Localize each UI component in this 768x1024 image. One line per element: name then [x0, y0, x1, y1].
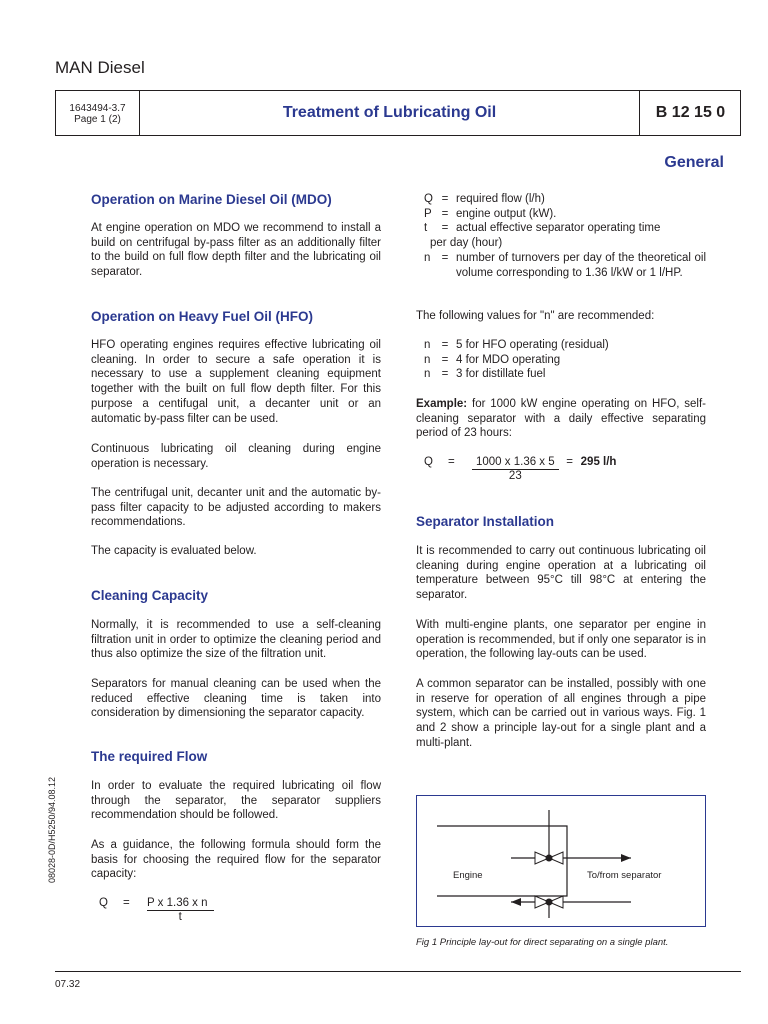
brand-name: MAN Diesel — [55, 58, 145, 77]
example-equals-2: = — [566, 456, 574, 468]
cleaning-paragraph-2: Separators for manual cleaning can be used when the reduced effective cleaning time is taken into consideration by dimensioning the separator capacity. — [91, 678, 381, 720]
page-number: Page 1 (2) — [74, 114, 121, 125]
variable-row — [424, 221, 706, 236]
example-result: 295 l/h — [580, 456, 617, 468]
formula-numerator: P x 1.36 x n — [147, 897, 214, 911]
installation-paragraph-1: It is recommended to carry out continuous lubricating oil cleaning during engine operation at a lubricating oil temperature between 95°C till 98°C at entering the separator. — [416, 545, 706, 602]
formula-lhs: Q — [99, 897, 108, 909]
separator-label: To/from separator — [587, 870, 662, 881]
doc-number: 1643494-3.7 — [69, 103, 126, 114]
variable-symbol: Q — [424, 193, 433, 205]
n-symbol: n — [424, 339, 431, 351]
document-code: B 12 15 0 — [655, 104, 726, 121]
example-denominator: 23 — [508, 470, 522, 482]
variable-symbol: P — [424, 207, 432, 220]
n-symbol: n — [424, 368, 431, 381]
n-description: 5 for HFO operating (residual) — [456, 339, 609, 351]
flow-arrow-upper — [621, 854, 631, 862]
engine-label: Engine — [453, 870, 483, 881]
formula-denominator: t — [178, 911, 182, 923]
variable-symbol: t — [424, 222, 428, 235]
variable-row — [424, 192, 706, 207]
doc-id-block — [56, 103, 139, 125]
variable-row — [424, 251, 706, 280]
formula-equals: = — [123, 897, 130, 909]
n-equals: = — [441, 368, 449, 381]
t-continuation: per day (hour) — [430, 237, 503, 250]
example-paragraph — [416, 397, 706, 441]
example-label: Example: — [416, 398, 468, 410]
installation-paragraph-3: A common separator can be installed, possibly with one in reserve for operation of all engines through a pipe system, which can be carried out in various ways. Fig. 1 and 2 show a principle lay-out for a single plant and a multi-plant. — [416, 678, 706, 749]
n-value-row — [424, 338, 706, 353]
footer-line — [55, 971, 741, 972]
n-equals: = — [441, 339, 449, 351]
flow-heading: The required Flow — [91, 749, 208, 764]
document-title: Treatment of Lubricating Oil — [282, 104, 497, 121]
n-description: 4 for MDO operating — [456, 353, 561, 366]
figure-box — [416, 795, 706, 927]
hfo-paragraph-2: Continuous lubricating oil cleaning during engine operation is necessary. — [91, 443, 381, 470]
variable-equals: = — [441, 251, 449, 264]
flow-formula — [99, 897, 214, 923]
figure-caption: Fig 1 Principle lay-out for direct separating on a single plant. — [416, 937, 669, 948]
flow-paragraph-2: As a guidance, the following formula should form the basis for choosing the required flow for the separator capacity: — [91, 839, 381, 881]
variable-description: required flow (l/h) — [456, 193, 545, 205]
n-symbol: n — [424, 353, 431, 366]
hfo-heading: Operation on Heavy Fuel Oil (HFO) — [91, 309, 314, 324]
n-description: 3 for distillate fuel — [456, 368, 546, 381]
example-formula — [424, 456, 616, 482]
n-value-row — [424, 353, 706, 368]
n-values-list — [424, 338, 706, 382]
hfo-paragraph-1: HFO operating engines requires effective lubricating oil cleaning. In order to secure a safe operation it is necessary to use a supplement cleaning equipment together with the built on full flow depth filter. For this purpose a centifugal unit, a decanter unit or an automatic by-pass filter can be used. — [91, 339, 381, 425]
header-box — [55, 90, 741, 136]
variable-row — [424, 207, 706, 222]
separator-layout-diagram — [417, 796, 705, 926]
variable-equals: = — [441, 207, 449, 220]
example-text: for 1000 kW engine operating on HFO, self-cleaning separator with a daily effective separating period of 23 hours: — [416, 398, 707, 440]
example-fraction — [472, 456, 559, 482]
mdo-heading: Operation on Marine Diesel Oil (MDO) — [91, 192, 332, 207]
installation-heading: Separator Installation — [416, 514, 555, 529]
cleaning-heading: Cleaning Capacity — [91, 588, 209, 603]
side-code — [44, 776, 60, 884]
variable-list — [424, 192, 706, 280]
flow-paragraph-1: In order to evaluate the required lubricating oil flow through the separator, the separator suppliers recommendation should be followed. — [91, 780, 381, 822]
variable-symbol: n — [424, 251, 431, 264]
section-label: General — [664, 154, 724, 171]
n-intro: The following values for "n" are recommended: — [416, 310, 655, 322]
example-numerator: 1000 x 1.36 x 5 — [472, 456, 559, 470]
side-code-text: 08028-0D/H5250/94.08.12 — [47, 776, 57, 884]
flow-arrow-lower — [511, 898, 521, 906]
mdo-paragraph: At engine operation on MDO we recommend to install a build on centrifugal by-pass filter as an additionally filter to the build on full flow depth filter and the lubricating oil separator. — [91, 222, 381, 279]
hfo-paragraph-3: The centrifugal unit, decanter unit and the automatic by-pass filter capacity to be adjusted according to makers recommendations. — [91, 487, 381, 529]
n-equals: = — [441, 353, 449, 366]
variable-description: engine output (kW). — [456, 207, 557, 220]
variable-equals: = — [441, 222, 449, 235]
installation-paragraph-2: With multi-engine plants, one separator per engine in operation is recommended, but if only one separator is in operation, the following lay-outs can be used. — [416, 619, 706, 661]
example-lhs: Q — [424, 456, 433, 468]
example-equals: = — [448, 456, 455, 468]
formula-fraction — [147, 897, 214, 923]
footer-text: 07.32 — [55, 979, 81, 990]
hfo-paragraph-4: The capacity is evaluated below. — [91, 545, 257, 557]
variable-description: number of turnovers per day of the theoretical oil volume corresponding to 1.36 l/kW or 1 l/HP. — [456, 251, 706, 279]
n-value-row — [424, 367, 706, 382]
cleaning-paragraph-1: Normally, it is recommended to use a self-cleaning filtration unit in order to optimize the cleaning period and thus also optimize the size of the filtration unit. — [91, 619, 381, 661]
variable-equals: = — [441, 193, 449, 205]
variable-description: actual effective separator operating time — [456, 222, 661, 235]
